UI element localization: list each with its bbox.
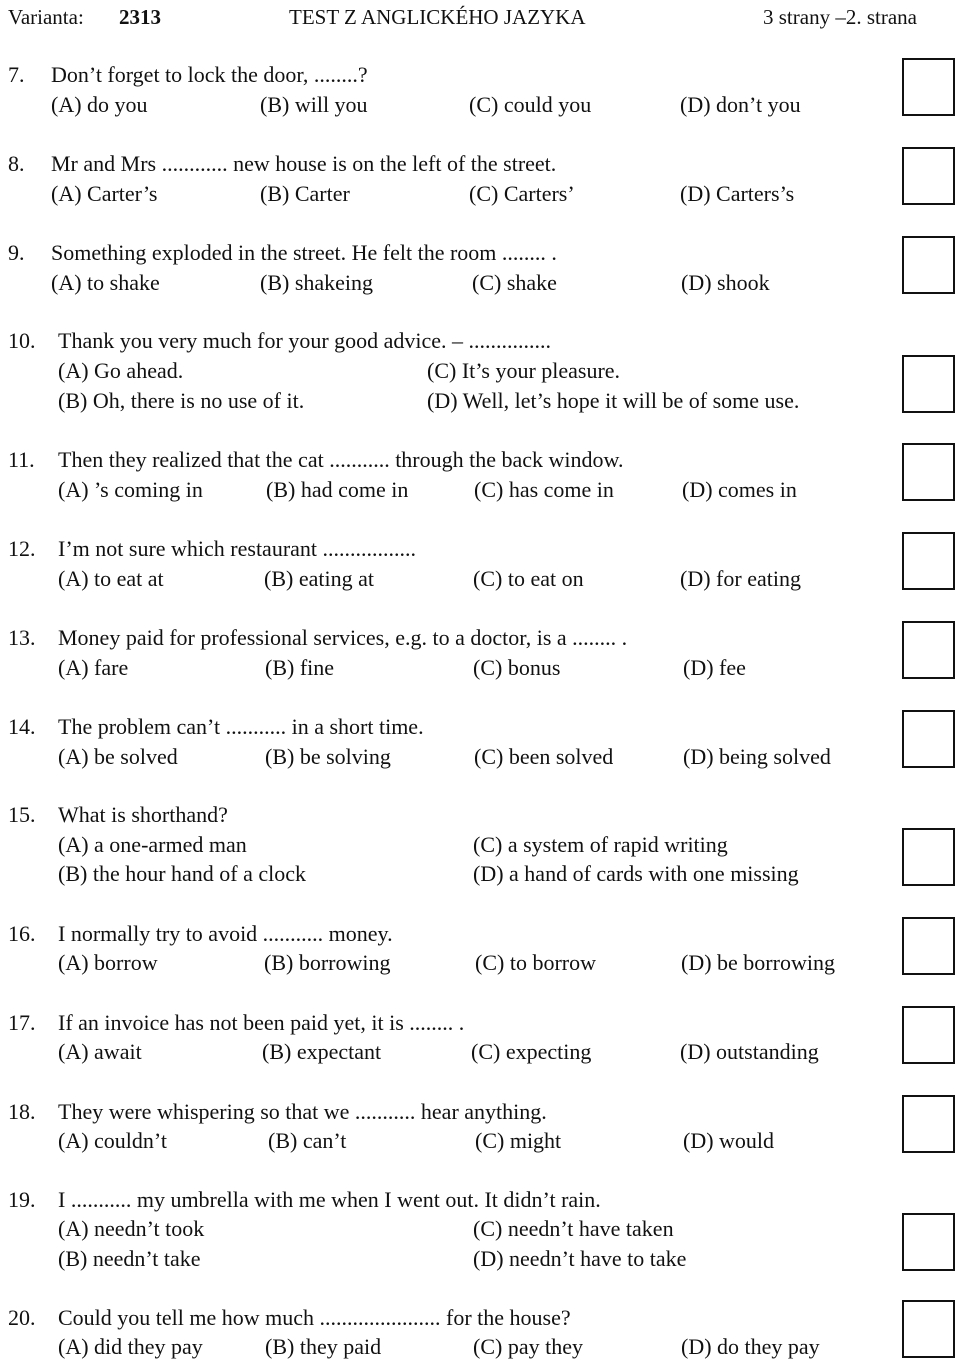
question-text: Something exploded in the street. He felt the room ........ . xyxy=(51,240,557,265)
answer-box[interactable] xyxy=(902,828,955,886)
option-b: (B) had come in xyxy=(266,477,409,502)
question-text: I ........... my umbrella with me when I went out. It didn’t rain. xyxy=(58,1187,601,1212)
answer-box[interactable] xyxy=(902,443,955,501)
option-b: (B) be solving xyxy=(265,744,391,769)
option-d: (D) needn’t have to take xyxy=(473,1246,687,1271)
option-c: (C) a system of rapid writing xyxy=(473,832,728,857)
answer-box[interactable] xyxy=(902,1213,955,1271)
question-text: Don’t forget to lock the door, ........? xyxy=(51,62,368,87)
option-b: (B) borrowing xyxy=(264,950,391,975)
option-c: (C) It’s your pleasure. xyxy=(427,358,621,383)
question-number: 15. xyxy=(8,802,36,827)
answer-box[interactable] xyxy=(902,1006,955,1064)
option-d: (D) Well, let’s hope it will be of some use. xyxy=(427,388,800,413)
test-title: TEST Z ANGLICKÉHO JAZYKA xyxy=(289,5,586,29)
option-b: (B) they paid xyxy=(265,1334,382,1359)
question-text: What is shorthand? xyxy=(58,802,228,827)
option-d: (D) would xyxy=(683,1128,775,1153)
question-number: 14. xyxy=(8,714,36,739)
variant-label: Varianta: xyxy=(8,5,84,29)
option-c: (C) shake xyxy=(472,270,557,295)
option-a: (A) did they pay xyxy=(58,1334,203,1359)
option-a: (A) borrow xyxy=(58,950,158,975)
option-b: (B) expectant xyxy=(262,1039,382,1064)
option-d: (D) do they pay xyxy=(681,1334,820,1359)
question-text: Could you tell me how much ...................... for the house? xyxy=(58,1305,571,1330)
option-a: (A) needn’t took xyxy=(58,1216,205,1241)
question-number: 18. xyxy=(8,1099,36,1124)
question-number: 20. xyxy=(8,1305,36,1330)
answer-box[interactable] xyxy=(902,1300,955,1358)
question-text: They were whispering so that we ........... hear anything. xyxy=(58,1099,547,1124)
option-d: (D) Carters’s xyxy=(680,181,795,206)
answer-box[interactable] xyxy=(902,710,955,768)
question-text: Mr and Mrs ............ new house is on the left of the street. xyxy=(51,151,557,176)
option-c: (C) pay they xyxy=(473,1334,583,1359)
option-b: (B) eating at xyxy=(264,566,374,591)
option-d: (D) don’t you xyxy=(680,92,801,117)
option-b: (B) fine xyxy=(265,655,335,680)
question-number: 10. xyxy=(8,328,36,353)
option-a: (A) fare xyxy=(58,655,129,680)
option-a: (A) a one-armed man xyxy=(58,832,247,857)
option-d: (D) fee xyxy=(683,655,746,680)
option-d: (D) be borrowing xyxy=(681,950,835,975)
option-c: (C) could you xyxy=(469,92,592,117)
option-b: (B) can’t xyxy=(268,1128,347,1153)
question-number: 19. xyxy=(8,1187,36,1212)
option-c: (C) has come in xyxy=(474,477,614,502)
question-number: 16. xyxy=(8,921,36,946)
question-text: I’m not sure which restaurant ................. xyxy=(58,536,417,561)
option-c: (C) to eat on xyxy=(473,566,584,591)
answer-box[interactable] xyxy=(902,58,955,116)
question-text: If an invoice has not been paid yet, it is ........ . xyxy=(58,1010,465,1035)
answer-box[interactable] xyxy=(902,621,955,679)
option-c: (C) might xyxy=(475,1128,562,1153)
option-d: (D) comes in xyxy=(682,477,797,502)
question-number: 13. xyxy=(8,625,36,650)
page-count: 3 strany –2. strana xyxy=(763,5,917,29)
question-text: Then they realized that the cat ........... through the back window. xyxy=(58,447,624,472)
option-c: (C) bonus xyxy=(473,655,561,680)
option-b: (B) Carter xyxy=(260,181,350,206)
option-c: (C) been solved xyxy=(474,744,614,769)
option-a: (A) Carter’s xyxy=(51,181,158,206)
option-a: (A) be solved xyxy=(58,744,178,769)
option-c: (C) to borrow xyxy=(475,950,596,975)
answer-box[interactable] xyxy=(902,355,955,413)
answer-box[interactable] xyxy=(902,236,955,294)
option-d: (D) a hand of cards with one missing xyxy=(473,861,799,886)
option-b: (B) the hour hand of a clock xyxy=(58,861,307,886)
question-text: Money paid for professional services, e.g. to a doctor, is a ........ . xyxy=(58,625,628,650)
option-d: (D) outstanding xyxy=(680,1039,819,1064)
answer-box[interactable] xyxy=(902,147,955,205)
question-number: 17. xyxy=(8,1010,36,1035)
option-a: (A) to eat at xyxy=(58,566,164,591)
option-b: (B) will you xyxy=(260,92,368,117)
option-a: (A) ’s coming in xyxy=(58,477,203,502)
question-text: I normally try to avoid ........... money. xyxy=(58,921,393,946)
option-c: (C) Carters’ xyxy=(469,181,575,206)
option-d: (D) for eating xyxy=(680,566,801,591)
question-number: 11. xyxy=(8,447,35,472)
answer-box[interactable] xyxy=(902,917,955,975)
option-c: (C) needn’t have taken xyxy=(473,1216,674,1241)
option-b: (B) Oh, there is no use of it. xyxy=(58,388,305,413)
option-d: (D) being solved xyxy=(683,744,831,769)
option-b: (B) shakeing xyxy=(260,270,374,295)
question-number: 9. xyxy=(8,240,25,265)
option-b: (B) needn’t take xyxy=(58,1246,201,1271)
option-a: (A) Go ahead. xyxy=(58,358,184,383)
answer-box[interactable] xyxy=(902,1095,955,1153)
answer-box[interactable] xyxy=(902,532,955,590)
question-text: Thank you very much for your good advice. – ............... xyxy=(58,328,552,353)
variant-number: 2313 xyxy=(119,5,161,29)
option-c: (C) expecting xyxy=(471,1039,592,1064)
option-a: (A) do you xyxy=(51,92,148,117)
question-text: The problem can’t ........... in a short time. xyxy=(58,714,424,739)
question-number: 12. xyxy=(8,536,36,561)
question-number: 7. xyxy=(8,62,25,87)
option-d: (D) shook xyxy=(681,270,770,295)
option-a: (A) await xyxy=(58,1039,142,1064)
option-a: (A) to shake xyxy=(51,270,160,295)
question-number: 8. xyxy=(8,151,25,176)
option-a: (A) couldn’t xyxy=(58,1128,167,1153)
